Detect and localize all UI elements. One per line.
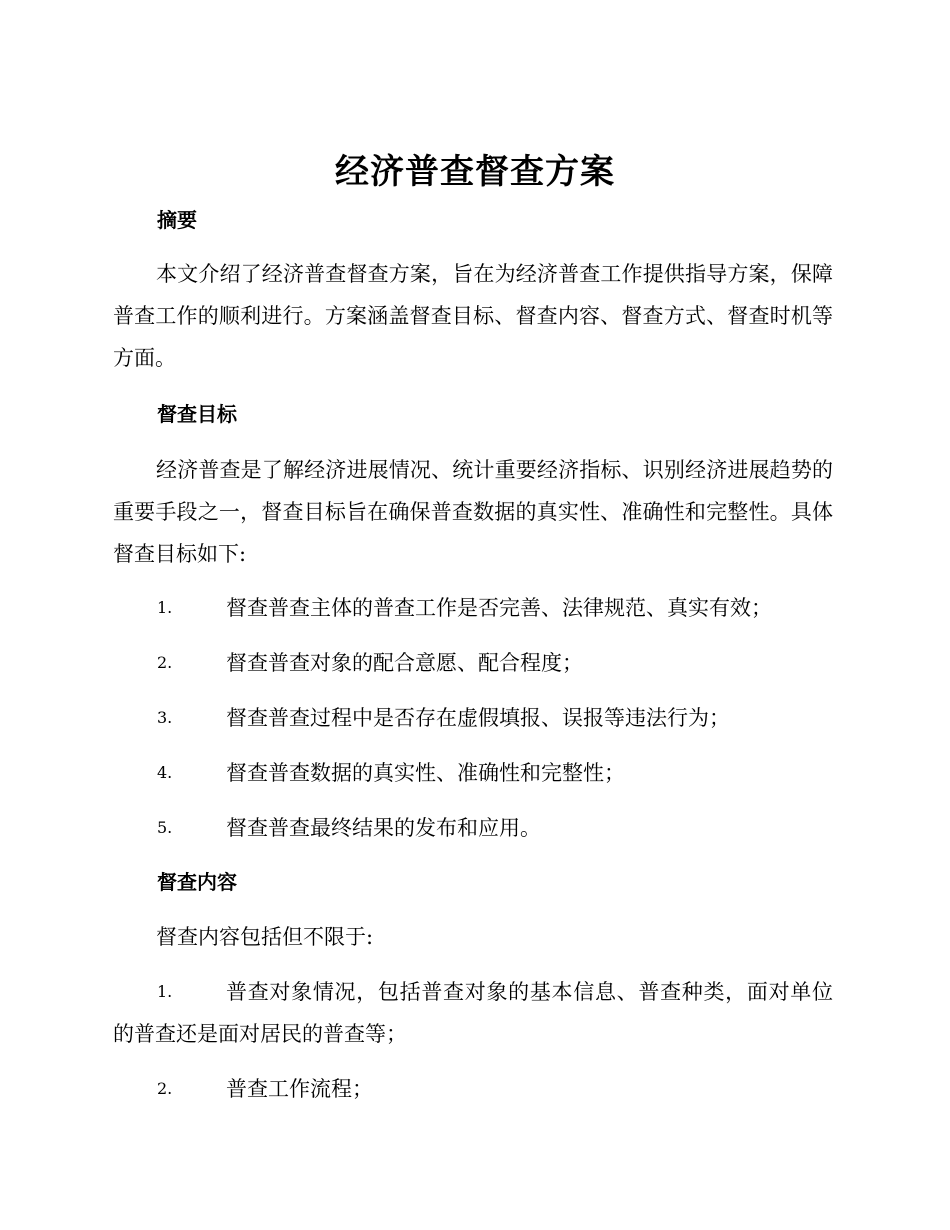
list-item-text: 督查普查对象的配合意愿、配合程度； xyxy=(226,651,583,675)
list-item-number: 2. xyxy=(157,653,173,672)
section-heading-goals: 督查目标 xyxy=(157,402,237,426)
list-item xyxy=(113,971,833,1055)
section-heading-content: 督查内容 xyxy=(157,870,237,894)
list-item-number: 4. xyxy=(157,763,173,782)
list-item xyxy=(113,807,833,849)
content-paragraph: 督查内容包括但不限于: xyxy=(156,925,374,949)
list-item-text: 督查普查数据的真实性、准确性和完整性； xyxy=(226,761,625,785)
list-item xyxy=(113,697,833,739)
section-heading-abstract: 摘要 xyxy=(157,208,197,232)
list-item-text: 督查普查过程中是否存在虚假填报、误报等违法行为； xyxy=(226,706,730,730)
list-item-text: 普查对象情况，包括普查对象的基本信息、普查种类，面对单位的普查还是面对居民的普查等； xyxy=(113,980,833,1046)
list-item-text: 普查工作流程； xyxy=(226,1077,373,1101)
list-item-number: 5. xyxy=(157,818,173,837)
list-item xyxy=(113,587,833,629)
list-item-text: 督查普查最终结果的发布和应用。 xyxy=(226,816,541,840)
abstract-paragraph: 本文介绍了经济普查督查方案，旨在为经济普查工作提供指导方案，保障普查工作的顺利进行。方案涵盖督查目标、督查内容、督查方式、督查时机等方面。 xyxy=(113,262,833,370)
list-item xyxy=(113,642,833,684)
list-item xyxy=(113,752,833,794)
list-item xyxy=(113,1068,833,1110)
document-title: 经济普查督查方案 xyxy=(335,152,615,192)
goals-paragraph: 经济普查是了解经济进展情况、统计重要经济指标、识别经济进展趋势的重要手段之一，督查目标旨在确保普查数据的真实性、准确性和完整性。具体督查目标如下: xyxy=(113,458,833,566)
list-item-number: 3. xyxy=(157,708,173,727)
list-item-number: 1. xyxy=(157,982,173,1001)
list-item-number: 1. xyxy=(157,598,173,617)
list-item-number: 2. xyxy=(157,1079,173,1098)
list-item-text: 督查普查主体的普查工作是否完善、法律规范、真实有效； xyxy=(226,596,772,620)
